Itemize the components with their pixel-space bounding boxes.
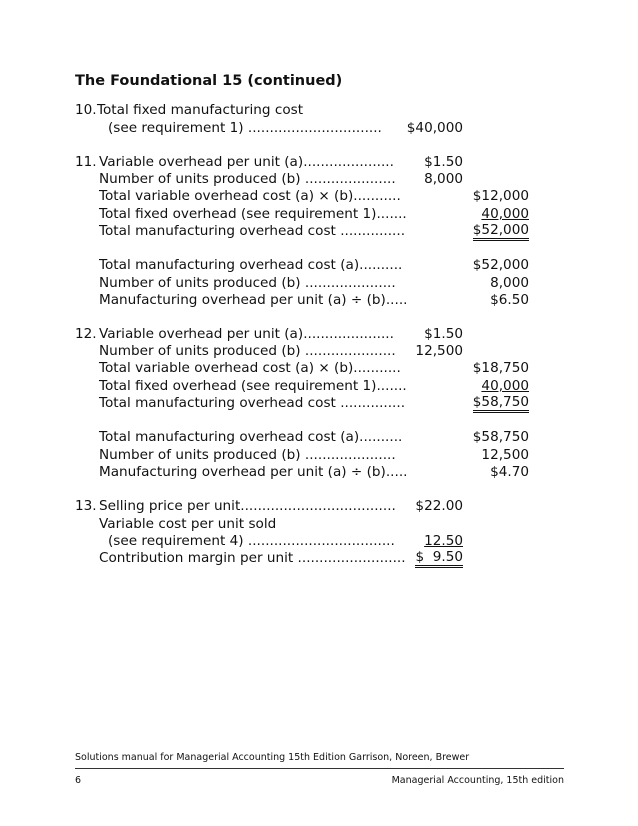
- row-label: Selling price per unit....................................: [99, 498, 396, 514]
- total: $58,750: [472, 429, 529, 445]
- row-label: (see requirement 1) ...............................: [108, 120, 382, 136]
- question-number: 13.: [75, 498, 97, 514]
- grand-total: $58,750: [473, 394, 529, 413]
- row-label: Number of units produced (b) .....................: [99, 343, 396, 359]
- q11-row-3: [0, 187, 638, 205]
- q12-row-5: [0, 394, 638, 412]
- row-label: Total manufacturing overhead cost (a)..........: [99, 429, 403, 445]
- q13-row-2: [0, 515, 638, 533]
- row-label: (see requirement 4) ..................................: [108, 533, 395, 549]
- q11-row-8: [0, 291, 638, 309]
- amount: 12,500: [415, 343, 463, 359]
- grand-total: $52,000: [473, 222, 529, 241]
- row-label: Total variable overhead cost (a) × (b)...........: [99, 360, 401, 376]
- q11-row-4: [0, 205, 638, 223]
- book-title: Managerial Accounting, 15th edition: [391, 775, 564, 786]
- total: 8,000: [490, 275, 529, 291]
- question-number: 11.: [75, 154, 97, 170]
- total: $6.50: [490, 292, 529, 308]
- q10-line-2: [0, 119, 638, 137]
- amount: 12.50: [424, 533, 463, 549]
- q12-row-8: [0, 463, 638, 481]
- row-label: Total manufacturing overhead cost ...............: [99, 223, 406, 239]
- q12-row-2: [0, 342, 638, 360]
- row-label: Variable overhead per unit (a).....................: [99, 154, 394, 170]
- q13-row-4: [0, 549, 638, 567]
- grand-total: $ 9.50: [415, 549, 463, 568]
- total: $18,750: [472, 360, 529, 376]
- total: $52,000: [472, 257, 529, 273]
- amount: $22.00: [415, 498, 463, 514]
- amount: $40,000: [406, 120, 463, 136]
- q13-row-1: [0, 497, 638, 515]
- total: $12,000: [472, 188, 529, 204]
- row-label: Manufacturing overhead per unit (a) ÷ (b).....: [99, 292, 408, 308]
- row-label: Manufacturing overhead per unit (a) ÷ (b).....: [99, 464, 408, 480]
- row-label: Total fixed overhead (see requirement 1).......: [99, 378, 407, 394]
- amount: $1.50: [424, 326, 463, 342]
- row-label: Total manufacturing overhead cost ...............: [99, 395, 406, 411]
- row-label: Number of units produced (b) .....................: [99, 171, 396, 187]
- page-number: 6: [75, 775, 82, 786]
- total: 12,500: [481, 447, 529, 463]
- q11-row-1: [0, 153, 638, 171]
- row-label: Total fixed overhead (see requirement 1).......: [99, 206, 407, 222]
- section-heading: The Foundational 15 (continued): [75, 73, 343, 89]
- footer-note: Solutions manual for Managerial Accounting 15th Edition Garrison, Noreen, Brewer: [75, 752, 470, 763]
- row-label: Variable cost per unit sold: [99, 516, 277, 532]
- total: 40,000: [481, 378, 529, 394]
- q13-row-3: [0, 532, 638, 550]
- q12-row-4: [0, 377, 638, 395]
- row-label: Total variable overhead cost (a) × (b)...........: [99, 188, 401, 204]
- row-label: Contribution margin per unit .........................: [99, 550, 406, 566]
- q11-row-6: [0, 256, 638, 274]
- footer-rule: [75, 768, 564, 769]
- question-number: 12.: [75, 326, 97, 342]
- q12-row-6: [0, 428, 638, 446]
- amount: 8,000: [424, 171, 463, 187]
- q12-row-1: [0, 325, 638, 343]
- amount: $1.50: [424, 154, 463, 170]
- row-label: Number of units produced (b) .....................: [99, 447, 396, 463]
- row-label: Number of units produced (b) .....................: [99, 275, 396, 291]
- total: 40,000: [481, 206, 529, 222]
- row-label: Variable overhead per unit (a).....................: [99, 326, 394, 342]
- q12-row-7: [0, 446, 638, 464]
- q11-row-7: [0, 274, 638, 292]
- q12-row-3: [0, 359, 638, 377]
- q10-line-1: [0, 101, 638, 119]
- question-number: 10.: [75, 102, 97, 118]
- row-label: Total fixed manufacturing cost: [97, 102, 304, 118]
- q11-row-2: [0, 170, 638, 188]
- q11-row-5: [0, 222, 638, 240]
- row-label: Total manufacturing overhead cost (a)..........: [99, 257, 403, 273]
- total: $4.70: [490, 464, 529, 480]
